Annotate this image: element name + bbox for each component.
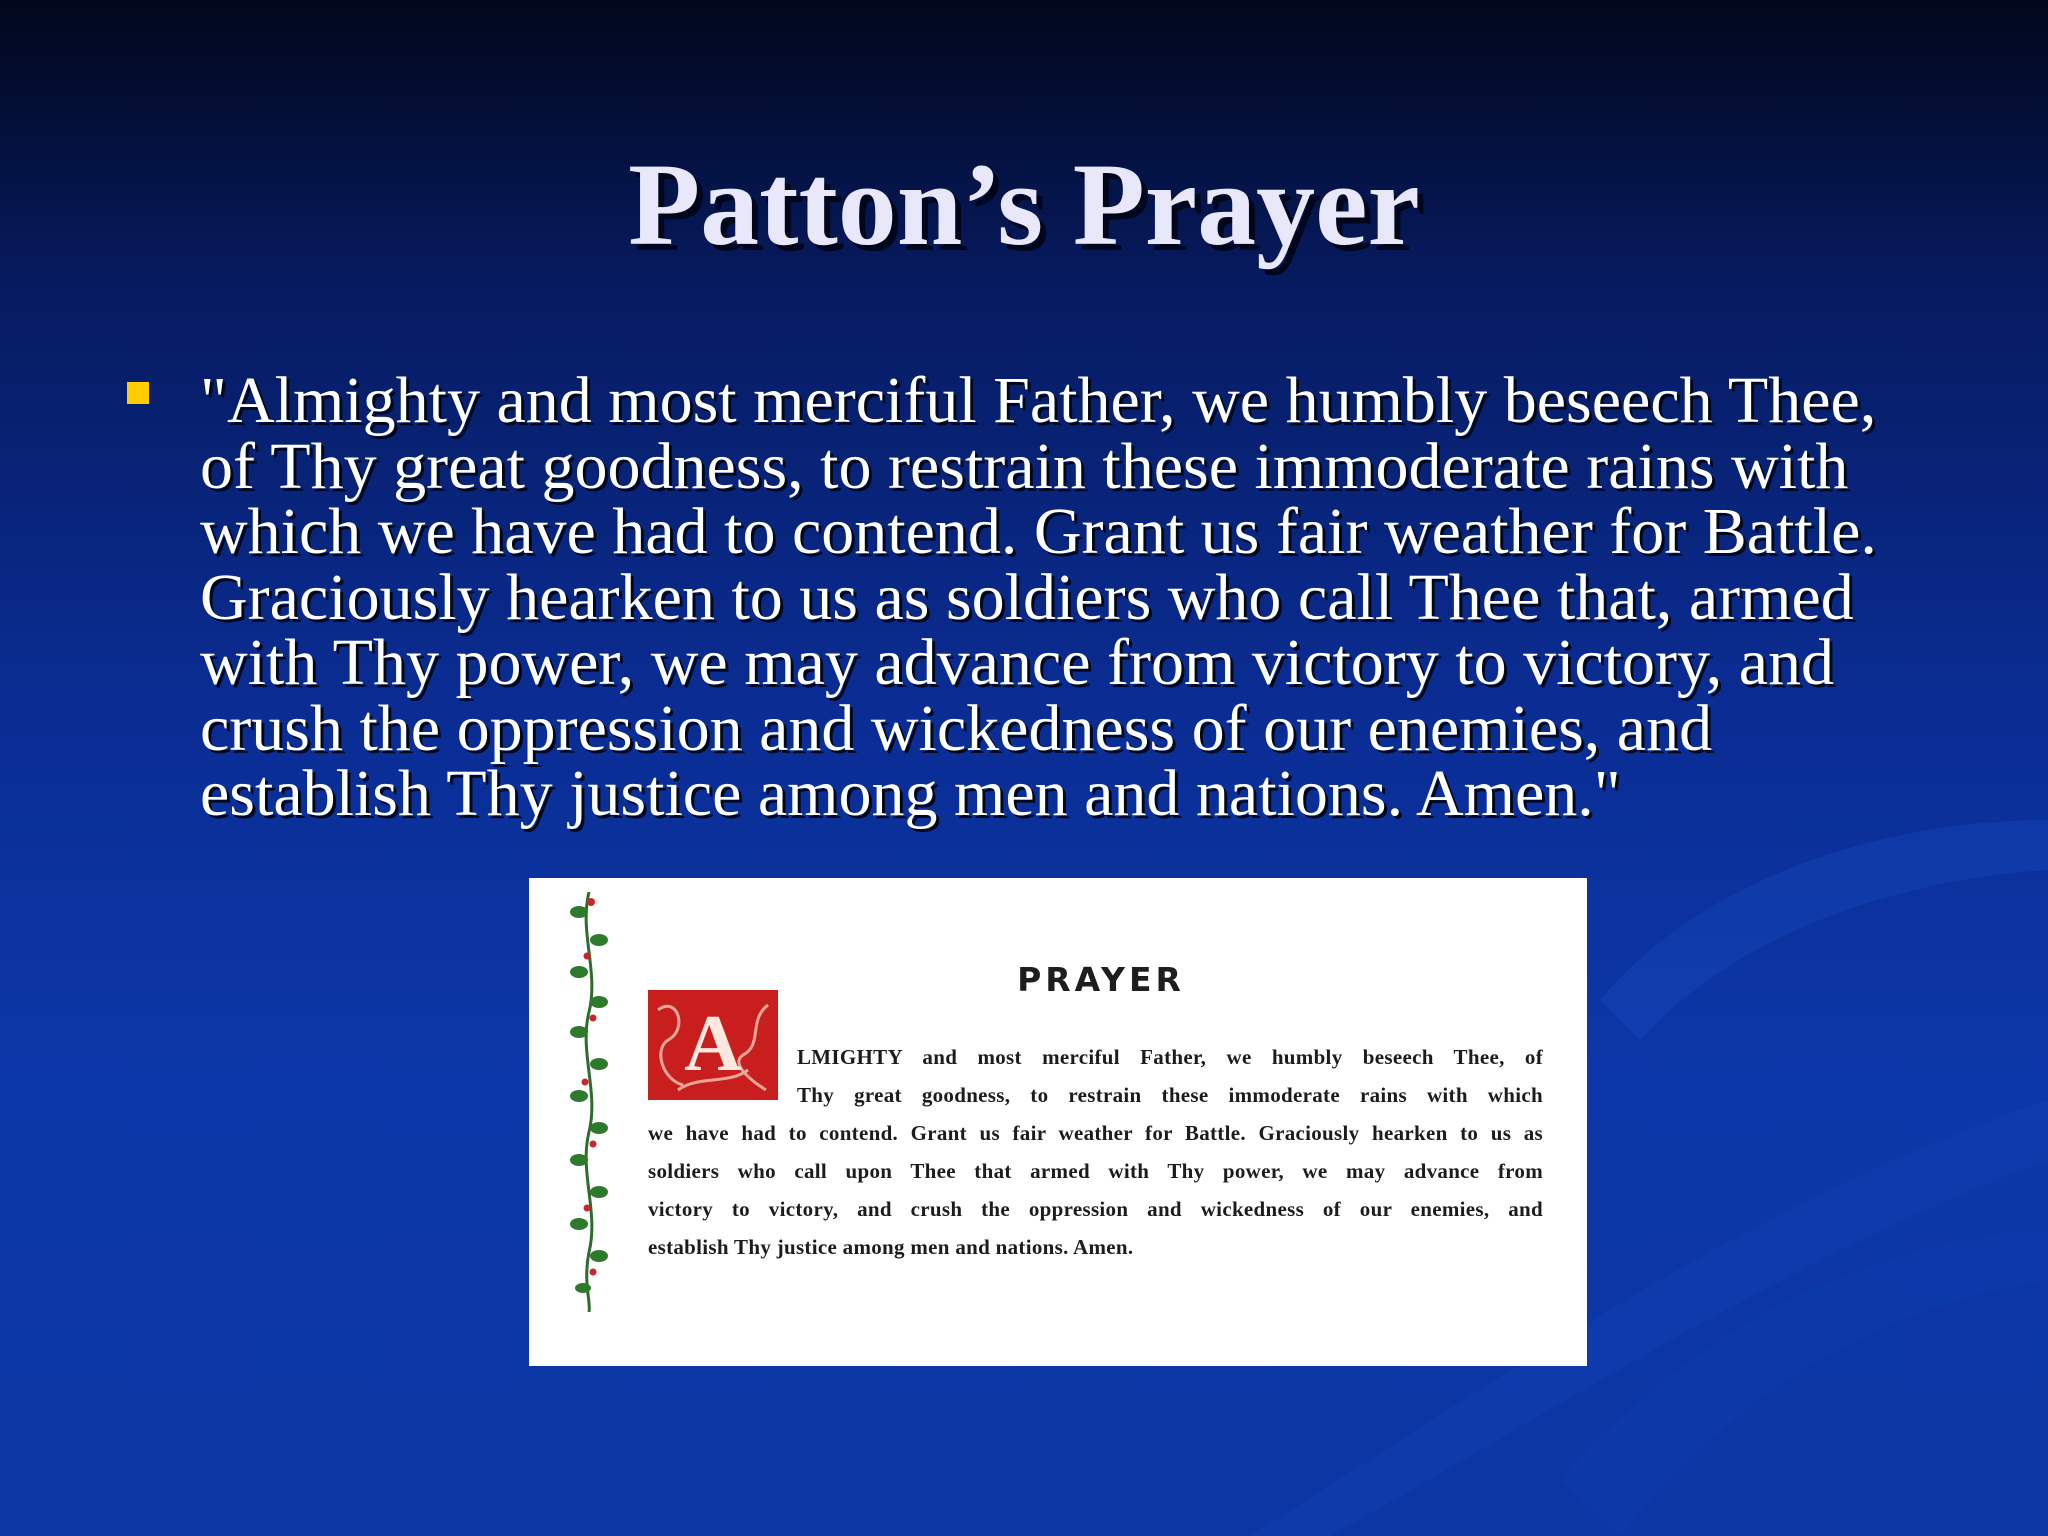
card-heading: PRAYER	[1017, 960, 1185, 999]
prayer-card-image	[529, 878, 1587, 1366]
card-text-line: we have had to contend. Grant us fair weather for Battle. Graciously hearken to us as	[648, 1121, 1543, 1145]
prayer-quote: "Almighty and most merciful Father, we humbly beseech Thee, of Thy great goodness, to restrain these immoderate rains with which we have had to contend. Grant us fair weather for Battle. Graciously hearken to us as soldiers who call Thee that, armed with Thy power, we may advance from victory to victory, and crush the oppression and wickedness of our enemies, and establish Thy justice among men and nations. Amen."	[200, 364, 1877, 830]
card-text-line: establish Thy justice among men and nations. Amen.	[648, 1235, 1134, 1259]
card-text-line: victory to victory, and crush the oppression and wickedness of our enemies, and	[648, 1197, 1543, 1221]
slide-title: Patton’s Prayer	[628, 139, 1420, 270]
card-text-line: Thy great goodness, to restrain these immoderate rains with which	[797, 1083, 1543, 1107]
bullet-icon	[127, 382, 149, 404]
holly-vine-border-icon	[569, 892, 609, 1312]
card-text-line: LMIGHTY and most merciful Father, we humbly beseech Thee, of	[797, 1045, 1543, 1069]
card-text-line: soldiers who call upon Thee that armed with Thy power, we may advance from	[648, 1159, 1543, 1183]
illuminated-dropcap: A	[648, 990, 778, 1100]
